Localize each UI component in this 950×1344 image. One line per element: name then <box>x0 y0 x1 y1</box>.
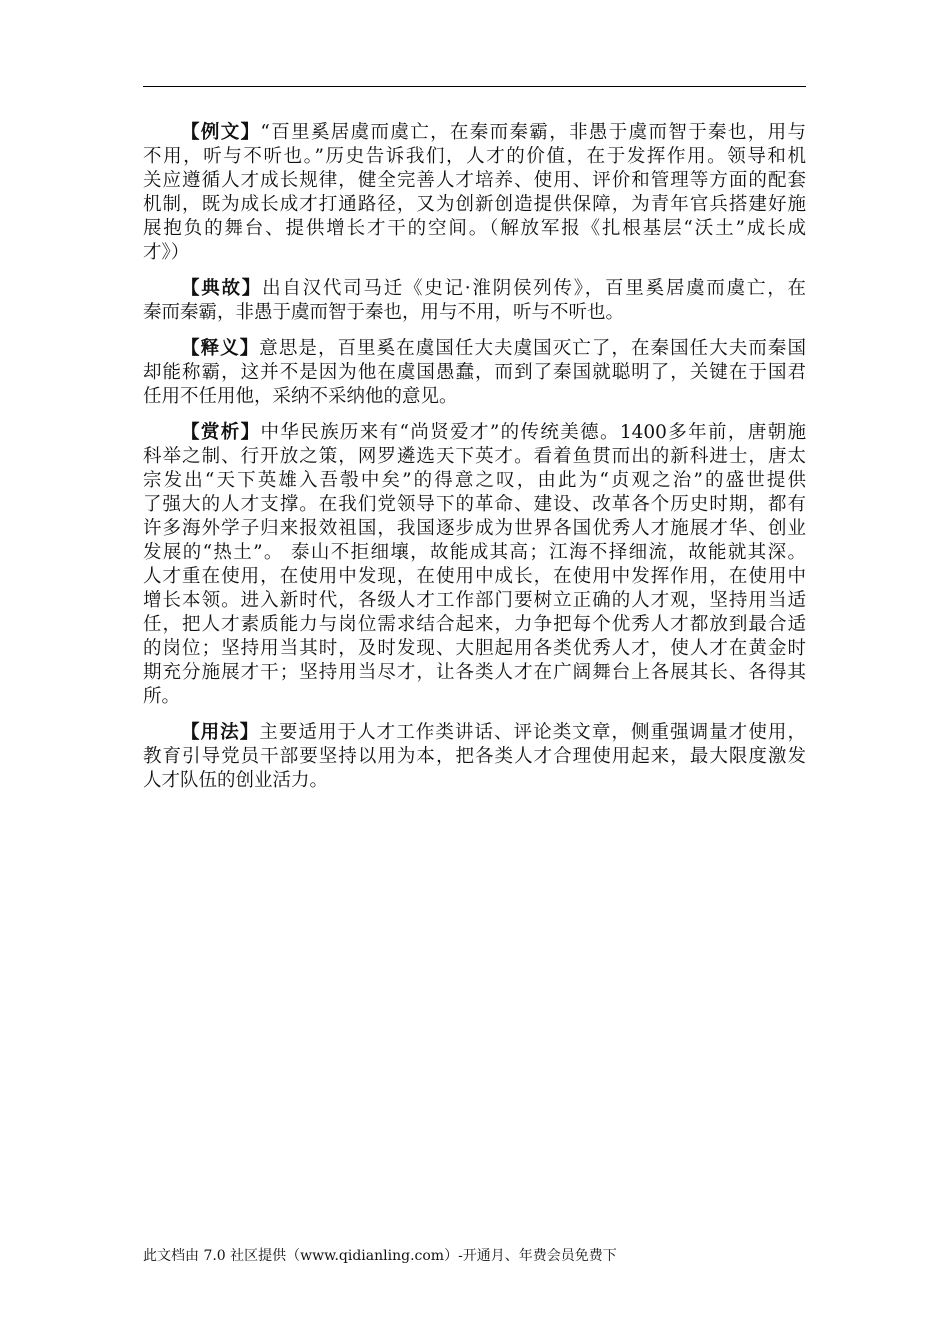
section-label: 【释义】 <box>181 338 260 359</box>
line-text: 增长本领。进入新时代，各级人才工作部门要树立正确的人才观，坚持用当适 <box>143 590 806 611</box>
text-line <box>143 277 806 301</box>
line-text: 任用不任用他，采纳不采纳他的意见。 <box>143 386 458 407</box>
line-text: 发展的“热土”。 泰山不拒细壤，故能成其高；江海不择细流，故能就其深。 <box>143 542 806 563</box>
text-line <box>143 337 806 361</box>
line-text: 期充分施展才干；坚持用当尽才，让各类人才在广阔舞台上各展其长、各得其 <box>143 662 806 683</box>
text-line <box>143 145 806 169</box>
text-line <box>143 769 806 793</box>
paragraph-analysis <box>143 421 806 709</box>
line-text: 主要适用于人才工作类讲话、评论类文章，侧重强调量才使用， <box>259 722 806 743</box>
text-line <box>143 241 806 265</box>
line-text: 出自汉代司马迁《史记·淮阴侯列传》，百里奚居虞而虞亡，在 <box>262 278 806 299</box>
text-line <box>143 613 806 637</box>
line-text: “百里奚居虞而虞亡，在秦而秦霸，非愚于虞而智于秦也，用与 <box>260 122 806 143</box>
section-label: 【赏析】 <box>181 422 261 443</box>
header-rule <box>143 86 806 87</box>
line-text: 人才队伍的创业活力。 <box>143 770 329 791</box>
text-line <box>143 469 806 493</box>
section-label: 【用法】 <box>181 722 260 743</box>
text-line <box>143 721 806 745</box>
section-label: 【例文】 <box>181 122 261 143</box>
line-text: 科举之制、行开放之策，网罗遴选天下英才。看着鱼贯而出的新科进士，唐太 <box>143 446 806 467</box>
paragraph-example <box>143 121 806 265</box>
text-line <box>143 169 806 193</box>
text-line <box>143 217 806 241</box>
line-text: 中华民族历来有“尚贤爱才”的传统美德。1400多年前，唐朝施 <box>260 422 806 443</box>
line-text: 展抱负的舞台、提供增长才干的空间。（解放军报《扎根基层“沃土”成长成 <box>143 218 806 239</box>
text-line <box>143 301 806 325</box>
line-text: 秦而秦霸，非愚于虞而智于秦也，用与不用，听与不听也。 <box>143 302 625 323</box>
text-line <box>143 685 806 709</box>
text-line <box>143 589 806 613</box>
text-line <box>143 193 806 217</box>
line-text: 教育引导党员干部要坚持以用为本，把各类人才合理使用起来，最大限度激发 <box>143 746 806 767</box>
section-label: 【典故】 <box>181 278 263 299</box>
line-text: 意思是，百里奚在虞国任大夫虞国灭亡了，在秦国任大夫而秦国 <box>259 338 806 359</box>
text-line <box>143 421 806 445</box>
line-text: 人才重在使用，在使用中发现，在使用中成长，在使用中发挥作用，在使用中 <box>143 566 806 587</box>
line-text: 任，把人才素质能力与岗位需求结合起来，力争把每个优秀人才都放到最合适 <box>143 614 806 635</box>
text-line <box>143 445 806 469</box>
text-line <box>143 541 806 565</box>
text-line <box>143 517 806 541</box>
line-text: 却能称霸，这并不是因为他在虞国愚蠢，而到了秦国就聪明了，关键在于国君 <box>143 362 806 383</box>
line-text: 许多海外学子归来报效祖国，我国逐步成为世界各国优秀人才施展才华、创业 <box>143 518 806 539</box>
line-text: 所。 <box>143 686 181 707</box>
text-line <box>143 565 806 589</box>
document-body <box>143 121 806 805</box>
line-text: 不用，听与不听也。”历史告诉我们，人才的价值，在于发挥作用。领导和机 <box>143 146 806 167</box>
line-text: 机制，既为成长成才打通路径，又为创新创造提供保障，为青年官兵搭建好施 <box>143 194 806 215</box>
line-text: 宗发出“天下英雄入吾彀中矣”的得意之叹，由此为“贞观之治”的盛世提供 <box>143 470 806 491</box>
paragraph-usage <box>143 721 806 793</box>
text-line <box>143 745 806 769</box>
text-line <box>143 661 806 685</box>
line-text: 关应遵循人才成长规律，健全完善人才培养、使用、评价和管理等方面的配套 <box>143 170 806 191</box>
text-line <box>143 637 806 661</box>
text-line <box>143 493 806 517</box>
line-text: 才》） <box>143 242 190 263</box>
paragraph-meaning <box>143 337 806 409</box>
paragraph-allusion <box>143 277 806 325</box>
text-line <box>143 385 806 409</box>
line-text: 了强大的人才支撑。在我们党领导下的革命、建设、改革各个历史时期，都有 <box>143 494 806 515</box>
text-line <box>143 121 806 145</box>
footer-text: 此文档由 7.0 社区提供（www.qidianling.com）-开通月、年费会员免费下 <box>143 1248 617 1264</box>
line-text: 的岗位；坚持用当其时，及时发现、大胆起用各类优秀人才，使人才在黄金时 <box>143 638 806 659</box>
text-line <box>143 361 806 385</box>
